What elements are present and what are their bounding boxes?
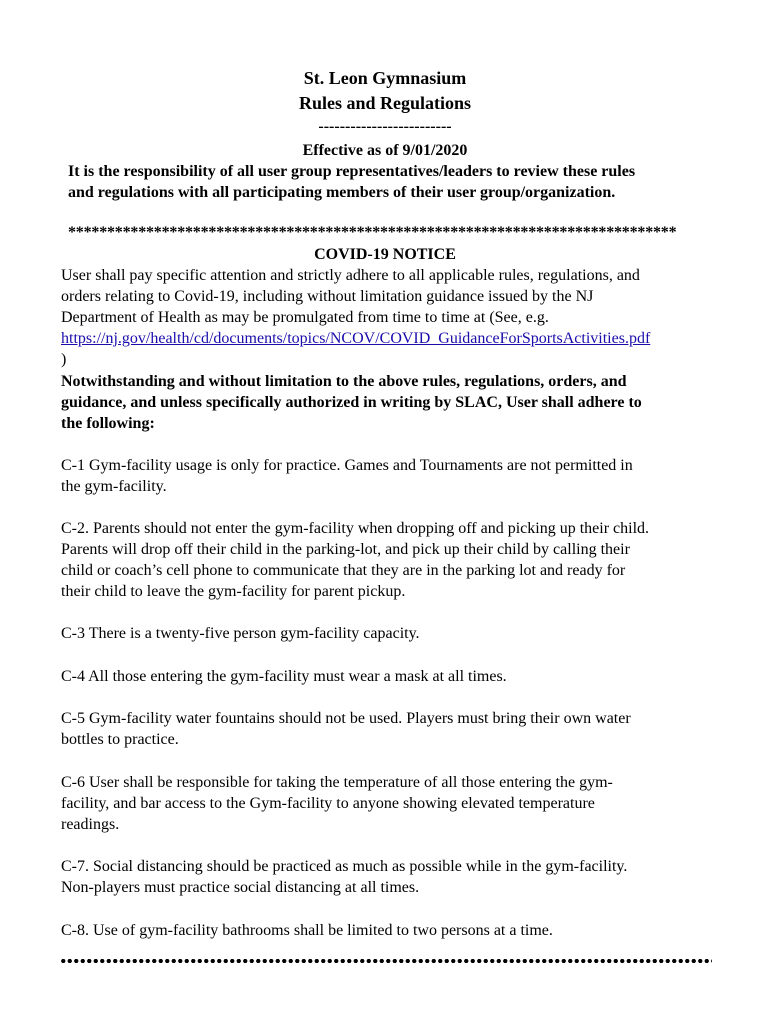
rule-c8-line-1: C-8. Use of gym-facility bathrooms shall be limited to two persons at a time.	[61, 922, 553, 939]
document-title: St. Leon Gymnasium	[303, 68, 467, 88]
covid-guidance-link[interactable]: https://nj.gov/health/cd/documents/topics/NCOV/COVID_GuidanceForSportsActivities.pdf	[61, 330, 651, 347]
responsibility-statement-line-2: and regulations with all participating members of their user group/organization.	[68, 184, 616, 201]
rule-c2-line-2: Parents will drop off their child in the parking-lot, and pick up their child by calling their	[61, 541, 630, 558]
rule-c6-line-3: readings.	[61, 816, 120, 833]
document-subtitle: Rules and Regulations	[298, 93, 472, 113]
responsibility-statement-line-1: It is the responsibility of all user group representatives/leaders to review these rules	[68, 163, 636, 180]
rule-c4-line-1: C-4 All those entering the gym-facility must wear a mask at all times.	[61, 668, 507, 685]
covid-intro-line-1: User shall pay specific attention and strictly adhere to all applicable rules, regulations, and	[61, 267, 640, 284]
covid-intro-line-3: Department of Health as may be promulgated from time to time at (See, e.g.	[61, 309, 549, 326]
notwithstanding-line-3: the following:	[61, 415, 155, 432]
covid-notice-heading: COVID-19 NOTICE	[314, 246, 456, 263]
effective-date: Effective as of 9/01/2020	[302, 142, 468, 159]
dotted-separator	[60, 958, 712, 964]
rule-c2-line-3: child or coach’s cell phone to communicate that they are in the parking lot and ready for	[61, 562, 626, 579]
rule-c7-line-2: Non-players must practice social distancing at all times.	[61, 879, 420, 896]
rule-c1-line-2: the gym-facility.	[61, 478, 167, 495]
rule-c6-line-2: facility, and bar access to the Gym-facility to anyone showing elevated temperature	[61, 795, 595, 812]
star-separator: ******************************************************************************	[68, 224, 677, 241]
rule-c5-line-1: C-5 Gym-facility water fountains should not be used. Players must bring their own water	[61, 710, 631, 727]
rule-c2-line-4: their child to leave the gym-facility for parent pickup.	[61, 583, 406, 600]
rule-c6-line-1: C-6 User shall be responsible for taking the temperature of all those entering the gym-	[61, 774, 613, 791]
title-separator: -------------------------	[318, 118, 452, 135]
rule-c2-line-1: C-2. Parents should not enter the gym-facility when dropping off and picking up their child.	[61, 520, 650, 537]
rule-c7-line-1: C-7. Social distancing should be practiced as much as possible while in the gym-facility.	[61, 858, 628, 875]
rule-c5-line-2: bottles to practice.	[61, 731, 179, 748]
covid-intro-line-2: orders relating to Covid-19, including without limitation guidance issued by the NJ	[61, 288, 594, 305]
rule-c1-line-1: C-1 Gym-facility usage is only for practice. Games and Tournaments are not permitted in	[61, 457, 633, 474]
notwithstanding-line-1: Notwithstanding and without limitation to the above rules, regulations, orders, and	[61, 373, 627, 390]
notwithstanding-line-2: guidance, and unless specifically authorized in writing by SLAC, User shall adhere to	[61, 394, 642, 411]
rule-c3-line-1: C-3 There is a twenty-five person gym-facility capacity.	[61, 625, 420, 642]
covid-link-close-paren: )	[61, 351, 67, 368]
